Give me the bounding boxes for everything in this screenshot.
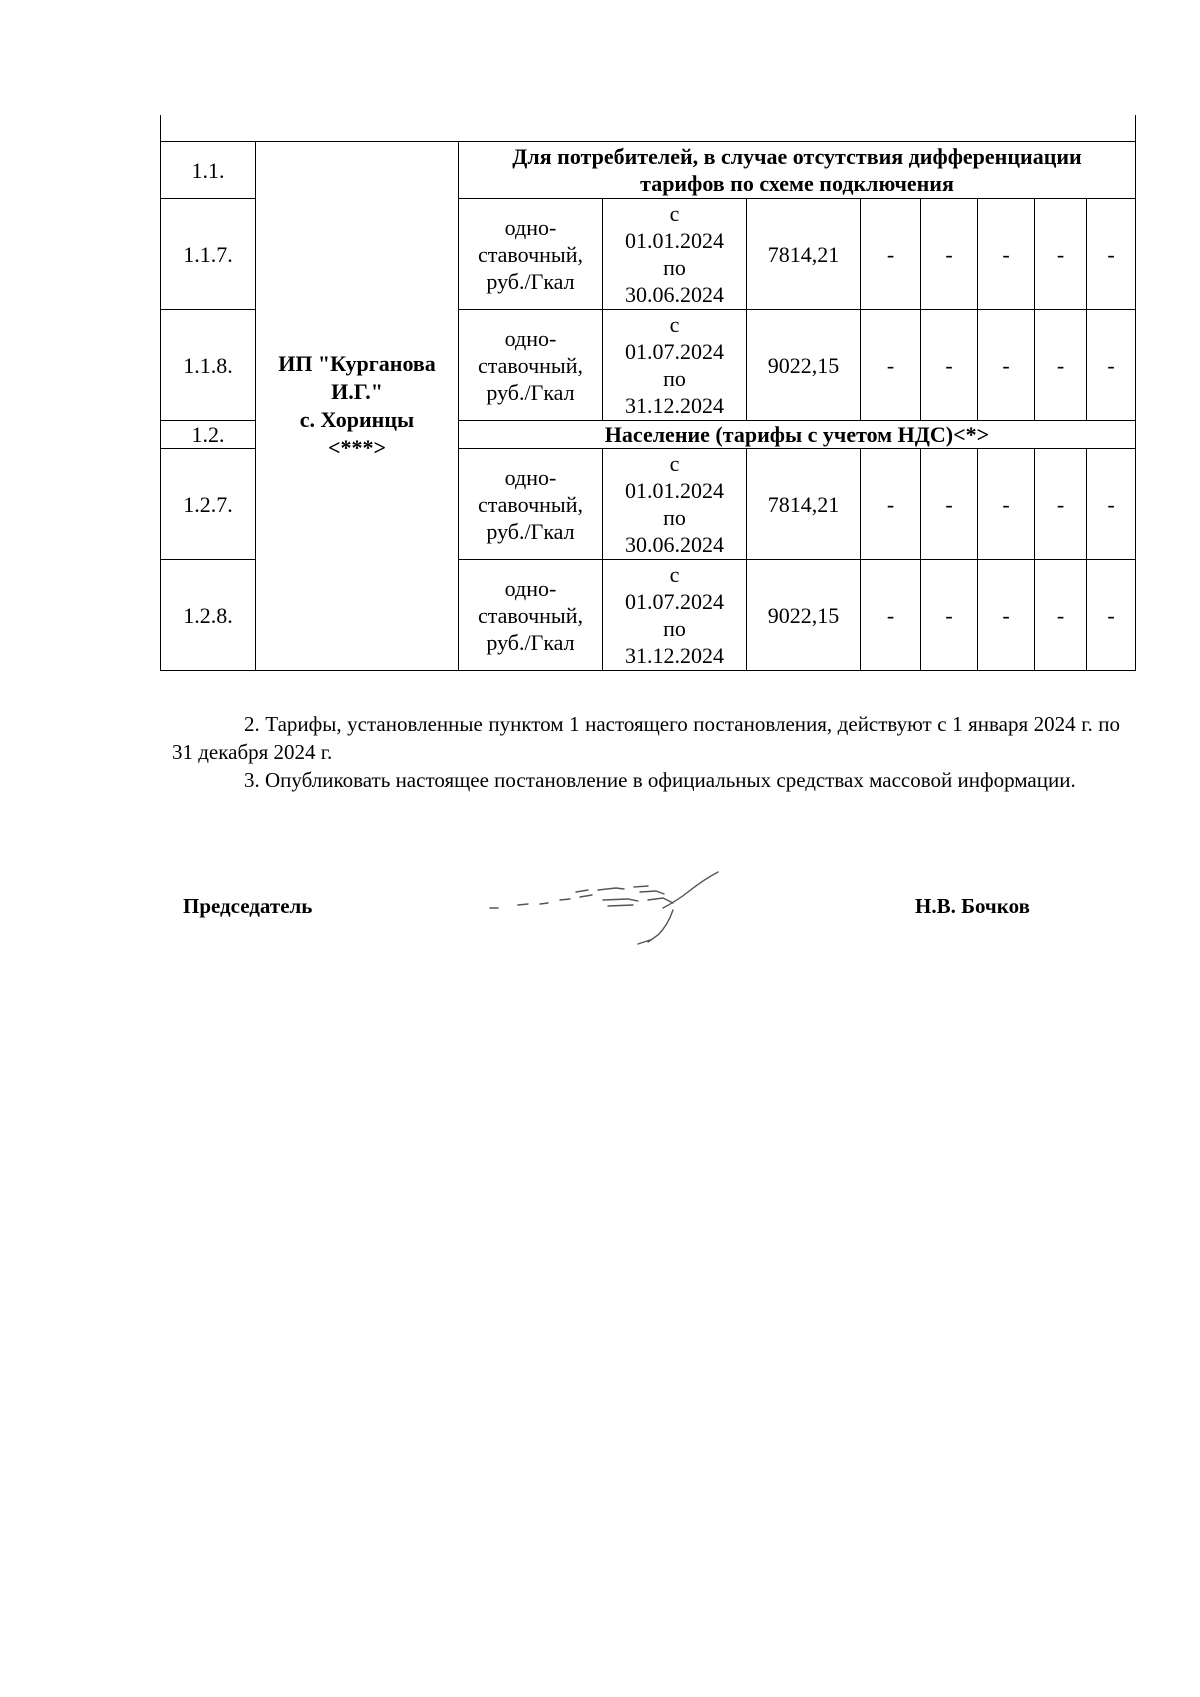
period-from-date: 01.01.2024: [625, 228, 724, 253]
dash-cell: -: [1035, 310, 1087, 421]
rate-type-line: ставочный,: [478, 352, 583, 378]
dash-cell: -: [921, 560, 978, 671]
paragraph-2: [172, 710, 1120, 766]
dash-cell: -: [978, 449, 1035, 560]
period-to-label: по: [663, 505, 686, 530]
dash-cell: -: [861, 310, 921, 421]
tariff-table: [160, 115, 1136, 671]
organization-cell: [256, 142, 459, 671]
dash-cell: -: [861, 560, 921, 671]
period-from-label: с: [669, 562, 680, 587]
period-to-date: 31.12.2024: [625, 643, 724, 668]
period-cell: [603, 199, 747, 310]
tariff-value: 7814,21: [747, 449, 861, 560]
period-from-label: с: [669, 201, 680, 226]
rate-type-line: одно-: [504, 575, 557, 601]
rate-type-cell: [459, 310, 603, 421]
section-title-line2: тарифов по схеме подключения: [640, 171, 954, 196]
dash-cell: -: [1035, 560, 1087, 671]
paragraph-2-text: 2. Тарифы, установленные пунктом 1 настоящего постановления, действуют с 1 января 2024 г. по 31 декабря 2024 г.: [172, 712, 1120, 764]
row-number: 1.2.7.: [161, 449, 256, 560]
rate-type-cell: [459, 449, 603, 560]
rate-unit: руб./Гкал: [486, 268, 575, 294]
dash-cell: -: [1087, 310, 1136, 421]
rate-type-line: одно-: [504, 464, 557, 490]
period-cell: [603, 449, 747, 560]
period-from-label: с: [669, 312, 680, 337]
section-title: Население (тарифы с учетом НДС)<*>: [459, 421, 1136, 449]
period-cell: [603, 310, 747, 421]
dash-cell: -: [861, 199, 921, 310]
rate-type-line: ставочный,: [478, 491, 583, 517]
period-to-label: по: [663, 616, 686, 641]
period-to-date: 30.06.2024: [625, 532, 724, 557]
period-from-date: 01.01.2024: [625, 478, 724, 503]
row-number: 1.1.8.: [161, 310, 256, 421]
period-from-label: с: [669, 451, 680, 476]
rate-type-line: ставочный,: [478, 241, 583, 267]
rate-type-line: одно-: [504, 214, 557, 240]
org-location: с. Хоринцы: [299, 407, 415, 432]
period-from-date: 01.07.2024: [625, 589, 724, 614]
paragraph-3-text: 3. Опубликовать настоящее постановление в официальных средствах массовой информации.: [244, 768, 1076, 792]
signatory-name: Н.В. Бочков: [915, 894, 1030, 918]
dash-cell: -: [1087, 449, 1136, 560]
period-to-label: по: [663, 366, 686, 391]
section-header-row: [161, 142, 1136, 199]
period-cell: [603, 560, 747, 671]
org-name-line1: ИП "Курганова: [278, 351, 436, 376]
paragraph-3: [172, 766, 1120, 794]
org-note: <***>: [327, 435, 387, 460]
dash-cell: -: [1087, 199, 1136, 310]
org-name-line2: И.Г.": [331, 379, 383, 404]
dash-cell: -: [1035, 449, 1087, 560]
dash-cell: -: [921, 449, 978, 560]
dash-cell: -: [978, 199, 1035, 310]
tariff-value: 7814,21: [747, 199, 861, 310]
rate-type-cell: [459, 199, 603, 310]
continuation-cell: [161, 115, 1136, 142]
rate-type-line: ставочный,: [478, 602, 583, 628]
period-to-date: 30.06.2024: [625, 282, 724, 307]
rate-type-line: одно-: [504, 325, 557, 351]
dash-cell: -: [861, 449, 921, 560]
dash-cell: -: [1035, 199, 1087, 310]
handwritten-signature: [488, 870, 788, 970]
row-number: 1.2.8.: [161, 560, 256, 671]
dash-cell: -: [1087, 560, 1136, 671]
section-number: 1.2.: [161, 421, 256, 449]
tariff-value: 9022,15: [747, 310, 861, 421]
dash-cell: -: [978, 560, 1035, 671]
dash-cell: -: [921, 199, 978, 310]
table-continuation-row: [161, 115, 1136, 142]
dash-cell: -: [978, 310, 1035, 421]
rate-unit: руб./Гкал: [486, 379, 575, 405]
period-to-date: 31.12.2024: [625, 393, 724, 418]
section-number: 1.1.: [161, 142, 256, 199]
section-title: [459, 142, 1136, 199]
row-number: 1.1.7.: [161, 199, 256, 310]
period-to-label: по: [663, 255, 686, 280]
signatory-title: Председатель: [183, 894, 313, 918]
rate-unit: руб./Гкал: [486, 518, 575, 544]
tariff-value: 9022,15: [747, 560, 861, 671]
section-title-line1: Для потребителей, в случае отсутствия дифференциации: [512, 144, 1082, 169]
rate-unit: руб./Гкал: [486, 629, 575, 655]
period-from-date: 01.07.2024: [625, 339, 724, 364]
dash-cell: -: [921, 310, 978, 421]
rate-type-cell: [459, 560, 603, 671]
